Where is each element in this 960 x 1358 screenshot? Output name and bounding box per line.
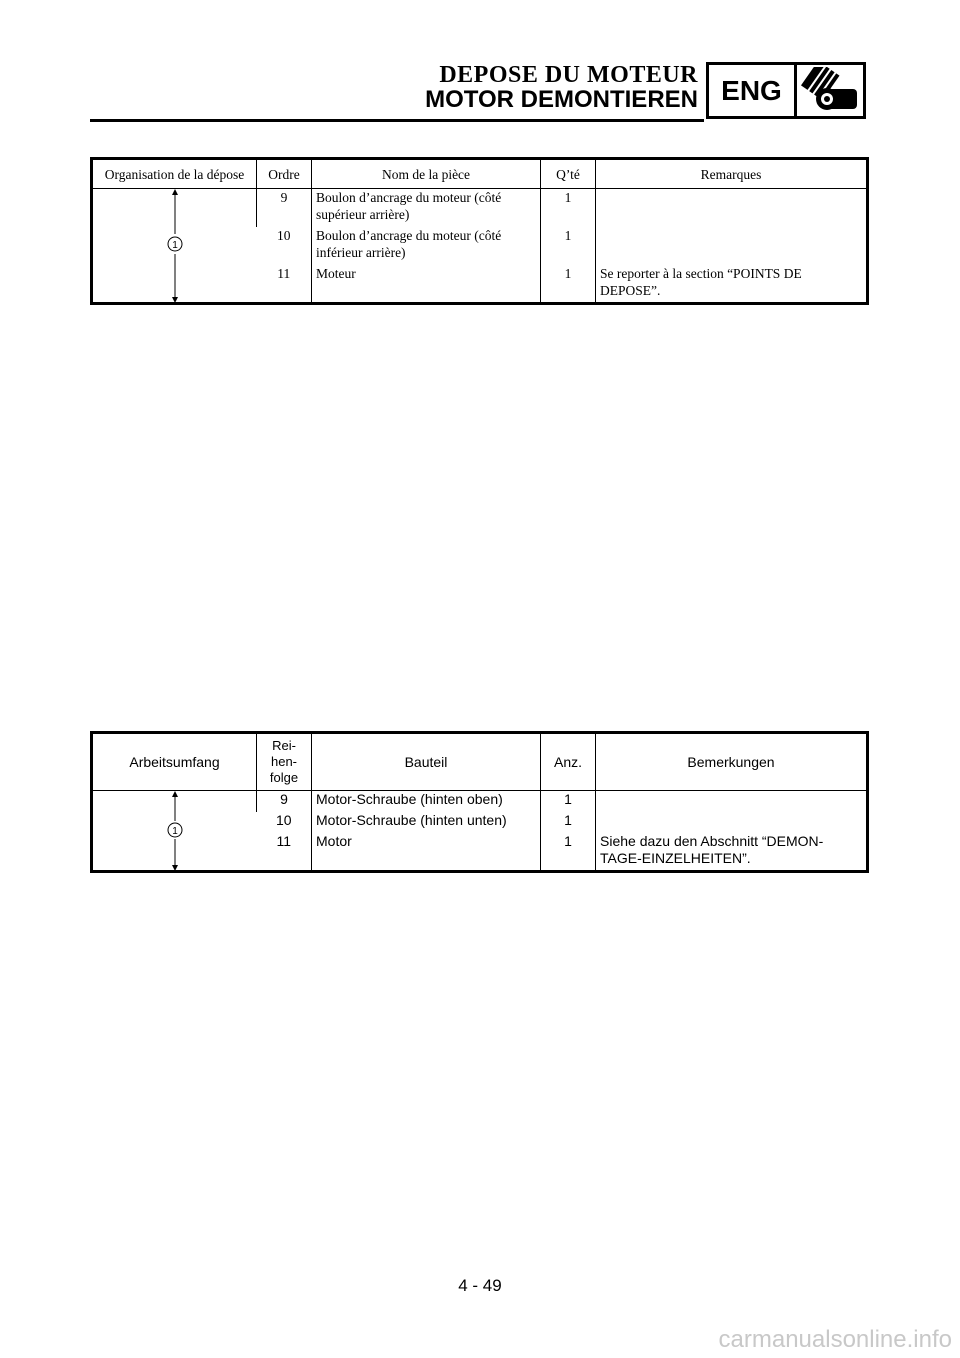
order-cell: 9 xyxy=(257,791,312,812)
group-marker: 1 xyxy=(172,826,178,837)
col-header-anz: Anz. xyxy=(541,733,596,791)
col-header-qte: Q’té xyxy=(541,159,596,189)
col-header-organisation: Organisation de la dépose xyxy=(92,159,257,189)
col-header-nom: Nom de la pièce xyxy=(312,159,541,189)
qty-cell: 1 xyxy=(541,833,596,872)
qty-cell: 1 xyxy=(541,812,596,833)
watermark: carmanualsonline.info xyxy=(718,1326,952,1353)
remarks-cell xyxy=(596,227,868,265)
section-tag: ENG xyxy=(709,65,797,116)
group-bracket xyxy=(92,189,257,304)
order-cell: 10 xyxy=(277,227,291,243)
removal-table-fr xyxy=(90,157,869,305)
remarks-cell xyxy=(596,791,868,812)
group-bracket xyxy=(92,791,257,872)
remarks-cell: Se reporter à la section “POINTS DE DEPOSE”. xyxy=(596,265,868,304)
col-header-bemerkungen: Bemerkungen xyxy=(596,733,868,791)
page-title-de: MOTOR DEMONTIEREN xyxy=(425,86,698,113)
order-cell: 9 xyxy=(257,189,312,227)
remarks-cell: Siehe dazu den Abschnitt “DEMON-TAGE-EINZELHEITEN”. xyxy=(596,833,868,872)
col-header-reihenfolge: Rei- hen- folge xyxy=(257,733,312,791)
page-title-fr: DEPOSE DU MOTEUR xyxy=(439,62,698,88)
col-header-bauteil: Bauteil xyxy=(312,733,541,791)
part-name-cell: Boulon d’ancrage du moteur (côté supérieur arrière) xyxy=(312,189,541,227)
part-name-cell: Motor-Schraube (hinten unten) xyxy=(312,812,541,833)
table-row xyxy=(92,791,868,812)
remarks-cell xyxy=(596,812,868,833)
qty-cell: 1 xyxy=(541,265,596,304)
remarks-cell xyxy=(596,189,868,227)
page-number: 4 - 49 xyxy=(458,1276,502,1295)
part-name-cell: Motor xyxy=(312,833,541,872)
col-header-ordre: Ordre xyxy=(257,159,312,189)
qty-cell: 1 xyxy=(541,791,596,812)
removal-table-de xyxy=(90,731,869,873)
table-row xyxy=(92,189,868,227)
header-rule xyxy=(90,119,704,122)
engine-wrench-icon xyxy=(797,65,863,116)
part-name-cell: Moteur xyxy=(312,265,541,304)
group-marker: 1 xyxy=(172,240,178,251)
qty-cell: 1 xyxy=(541,189,596,227)
qty-cell: 1 xyxy=(541,227,596,265)
col-header-remarques: Remarques xyxy=(596,159,868,189)
section-tag-box xyxy=(706,62,866,119)
order-cell: 11 xyxy=(277,265,291,281)
col-header-arbeitsumfang: Arbeitsumfang xyxy=(92,733,257,791)
part-name-cell: Motor-Schraube (hinten oben) xyxy=(312,791,541,812)
order-cell: 10 xyxy=(275,811,292,828)
order-cell: 11 xyxy=(276,832,292,849)
part-name-cell: Boulon d’ancrage du moteur (côté inférieur arrière) xyxy=(312,227,541,265)
